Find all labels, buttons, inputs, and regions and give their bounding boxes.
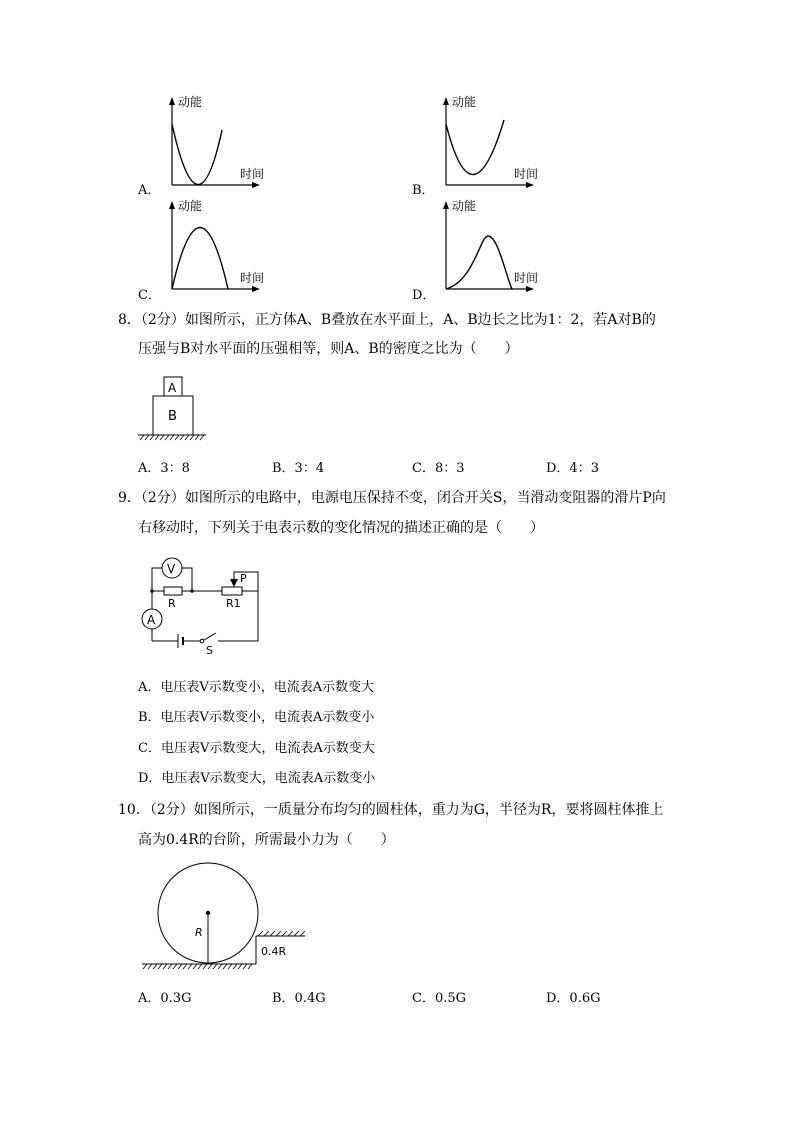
y-axis-label: 动能 <box>178 95 203 109</box>
switch-contact <box>200 639 204 643</box>
switch-blade <box>204 633 216 640</box>
cube-a-label: A <box>168 381 177 395</box>
option-10b[interactable]: B．0.4G <box>272 991 326 1006</box>
option-9c[interactable]: C．电压表V示数变大，电流表A示数变大 <box>138 741 375 756</box>
q10-figure <box>140 860 310 972</box>
curve-a <box>172 124 222 185</box>
cube-b-label: B <box>168 409 177 424</box>
switch-label: S <box>206 644 213 657</box>
resistor-label: R <box>168 597 176 610</box>
x-axis-arrow <box>252 182 260 188</box>
x-axis-label: 时间 <box>514 271 539 285</box>
option-10c[interactable]: C．0.5G <box>412 991 467 1006</box>
ammeter-label: A <box>147 613 156 627</box>
y-axis-label: 动能 <box>178 199 203 213</box>
q8-figure <box>136 374 216 440</box>
x-axis-label: 时间 <box>240 271 265 285</box>
curve-c <box>172 228 228 290</box>
graph-d <box>424 196 554 296</box>
y-axis-arrow <box>169 97 175 105</box>
step-hatch <box>258 931 305 936</box>
step-height-label: 0.4R <box>261 945 287 958</box>
curve-d <box>446 236 512 289</box>
option-10a[interactable]: A．0.3G <box>138 991 192 1006</box>
option-7d[interactable]: D． <box>412 288 436 303</box>
y-axis-arrow <box>443 201 449 209</box>
y-axis-arrow <box>443 97 449 105</box>
option-9a[interactable]: A．电压表V示数变小，电流表A示数变大 <box>138 680 375 695</box>
x-axis-label: 时间 <box>514 167 539 181</box>
curve-b <box>446 120 504 175</box>
option-8b[interactable]: B．3：4 <box>272 461 325 476</box>
option-7a[interactable]: A． <box>138 183 161 198</box>
graph-c <box>150 196 270 296</box>
junction-right <box>190 589 194 593</box>
graph-b <box>424 92 554 192</box>
slider-label: P <box>240 572 247 585</box>
option-9d[interactable]: D．电压表V示数变大，电流表A示数变小 <box>138 771 376 786</box>
option-7c[interactable]: C． <box>138 288 161 303</box>
q9-stem-line2: 右移动时，下列关于电表示数的变化情况的描述正确的是（ ） <box>138 520 544 536</box>
option-8a[interactable]: A．3：8 <box>138 461 190 476</box>
ground-hatch <box>140 435 204 440</box>
y-axis-arrow <box>169 201 175 209</box>
option-10d[interactable]: D．0.6G <box>546 991 601 1006</box>
x-axis-arrow <box>526 286 534 292</box>
q8-stem-line1: 8．（2分）如图所示，正方体A、B叠放在水平面上，A、B边长之比为1：2，若A对B的 <box>118 312 656 328</box>
y-axis-label: 动能 <box>452 95 477 109</box>
slider-arrow <box>230 579 238 587</box>
q9-stem-line1: 9．（2分）如图所示的电路中，电源电压保持不变，闭合开关S，当滑动变阻器的滑片P向 <box>118 490 666 506</box>
q10-stem-line2: 高为0.4R的台阶，所需最小力为（ ） <box>138 832 395 848</box>
graph-a <box>150 92 270 192</box>
option-7b[interactable]: B． <box>412 183 435 198</box>
q9-circuit <box>140 556 265 658</box>
q10-stem-line1: 10．（2分）如图所示，一质量分布均匀的圆柱体，重力为G，半径为R，要将圆柱体推上 <box>118 802 664 818</box>
y-axis-label: 动能 <box>452 199 477 213</box>
ground-hatch <box>143 964 252 969</box>
option-9b[interactable]: B．电压表V示数变小，电流表A示数变小 <box>138 710 375 725</box>
q8-stem-line2: 压强与B对水平面的压强相等，则A、B的密度之比为（ ） <box>138 341 519 357</box>
rheostat-label: R1 <box>226 597 241 610</box>
option-8d[interactable]: D．4：3 <box>546 461 599 476</box>
rheostat-r1 <box>222 587 242 595</box>
x-axis-arrow <box>526 182 534 188</box>
radius-label: R <box>195 926 203 939</box>
option-8c[interactable]: C．8：3 <box>412 461 465 476</box>
resistor-r <box>164 587 182 595</box>
x-axis-arrow <box>252 286 260 292</box>
voltmeter-label: V <box>167 562 176 576</box>
x-axis-label: 时间 <box>240 167 265 181</box>
